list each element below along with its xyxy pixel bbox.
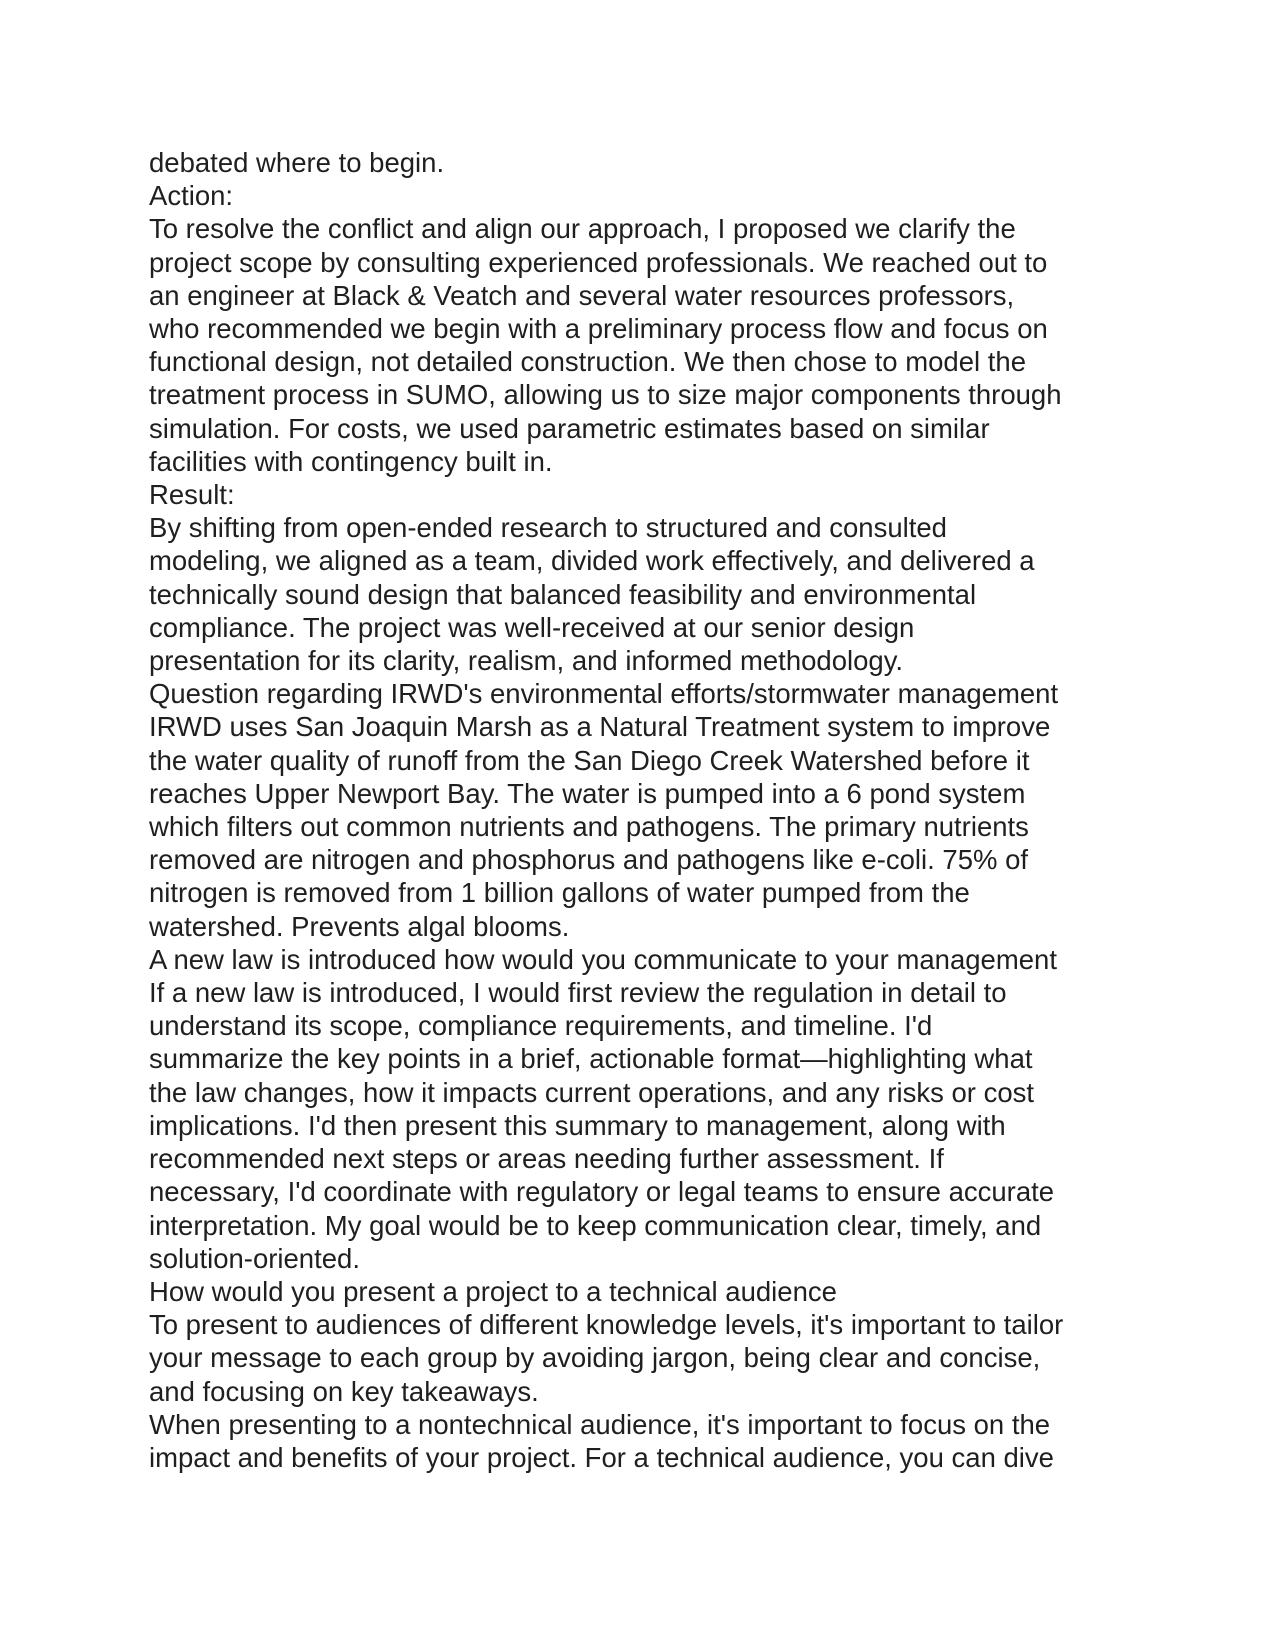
text-line: Action: xyxy=(149,180,234,212)
text-line: which filters out common nutrients and pathogens. The primary nutrients xyxy=(149,811,1029,843)
text-line: A new law is introduced how would you communicate to your management xyxy=(149,943,1057,975)
text-line: watershed. Prevents algal blooms. xyxy=(149,910,570,942)
text-line: the law changes, how it impacts current operations, and any risks or cost xyxy=(149,1076,1035,1108)
text-line: Question regarding IRWD's environmental efforts/stormwater management xyxy=(149,678,1059,710)
text-line: the water quality of runoff from the San Diego Creek Watershed before it xyxy=(149,744,1030,776)
text-line: treatment process in SUMO, allowing us to size major components through xyxy=(149,379,1062,411)
text-line: summarize the key points in a brief, actionable format—highlighting what xyxy=(149,1043,1033,1075)
text-line: interpretation. My goal would be to keep communication clear, timely, and xyxy=(149,1209,1042,1241)
text-line: How would you present a project to a technical audience xyxy=(149,1275,837,1307)
text-line: technically sound design that balanced feasibility and environmental xyxy=(149,578,977,610)
text-line: functional design, not detailed construction. We then chose to model the xyxy=(149,346,1026,378)
text-line: and focusing on key takeaways. xyxy=(149,1375,539,1407)
text-line: facilities with contingency built in. xyxy=(149,445,553,477)
text-line: nitrogen is removed from 1 billion gallons of water pumped from the xyxy=(149,877,970,909)
text-line: To resolve the conflict and align our approach, I proposed we clarify the xyxy=(149,213,1016,245)
text-line: modeling, we aligned as a team, divided work effectively, and delivered a xyxy=(149,545,1035,577)
text-line: Result: xyxy=(149,479,235,511)
text-line: When presenting to a nontechnical audience, it's important to focus on the xyxy=(149,1408,1051,1440)
text-line: To present to audiences of different knowledge levels, it's important to tailor xyxy=(149,1309,1064,1341)
text-line: debated where to begin. xyxy=(149,147,445,178)
text-line: who recommended we begin with a preliminary process flow and focus on xyxy=(149,313,1048,345)
text-line: solution-oriented. xyxy=(149,1242,360,1274)
text-line: understand its scope, compliance requirements, and timeline. I'd xyxy=(149,1010,933,1042)
text-line: By shifting from open-ended research to structured and consulted xyxy=(149,512,947,544)
text-line: your message to each group by avoiding jargon, being clear and concise, xyxy=(149,1342,1041,1374)
text-line: simulation. For costs, we used parametric estimates based on similar xyxy=(149,412,990,444)
text-line: impact and benefits of your project. For a technical audience, you can dive xyxy=(149,1441,1054,1473)
text-line: recommended next steps or areas needing further assessment. If xyxy=(149,1143,944,1175)
text-line: If a new law is introduced, I would first review the regulation in detail to xyxy=(149,977,1007,1009)
text-line: reaches Upper Newport Bay. The water is pumped into a 6 pond system xyxy=(149,777,1026,809)
text-line: implications. I'd then present this summary to management, along with xyxy=(149,1109,1006,1141)
text-line: project scope by consulting experienced professionals. We reached out to xyxy=(149,246,1048,278)
document-body-text xyxy=(149,146,1149,1474)
text-line: necessary, I'd coordinate with regulatory or legal teams to ensure accurate xyxy=(149,1176,1055,1208)
text-line: IRWD uses San Joaquin Marsh as a Natural Treatment system to improve xyxy=(149,711,1051,743)
text-line: removed are nitrogen and phosphorus and pathogens like e-coli. 75% of xyxy=(149,844,1029,876)
text-line: compliance. The project was well-received at our senior design xyxy=(149,611,915,643)
text-line: an engineer at Black & Veatch and several water resources professors, xyxy=(149,279,1015,311)
text-line: presentation for its clarity, realism, and informed methodology. xyxy=(149,645,904,677)
